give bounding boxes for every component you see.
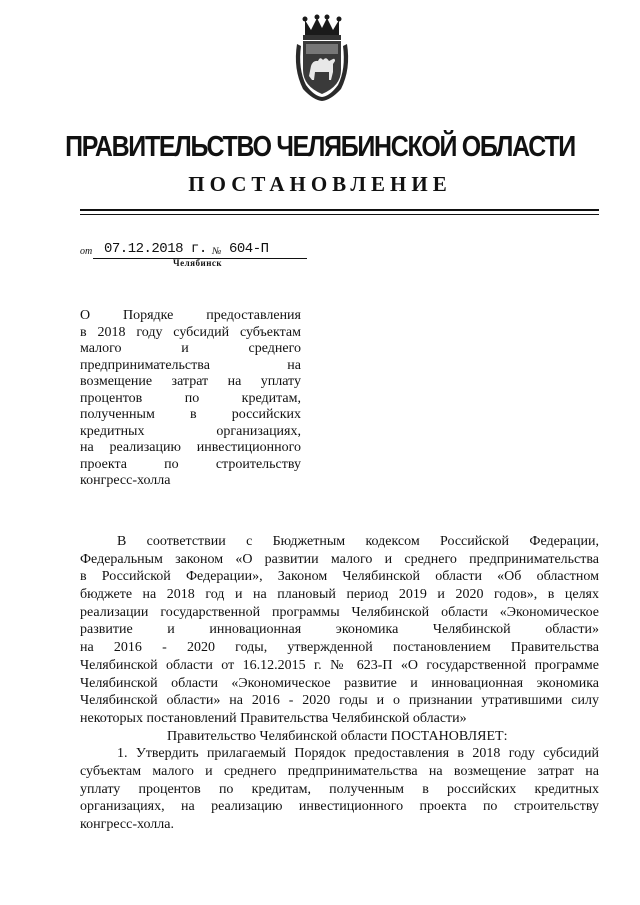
coat-of-arms-icon [291,14,353,102]
subject-line: процентов по кредитам, [80,390,301,406]
header-divider-thick [80,209,599,211]
subject-line: в 2018 году субсидий субъектам [80,324,301,340]
body-line: бюджете на 2018 год и на плановый период 2019 и 2020 годов», в целях [80,587,599,603]
body-line: конгресс-холла. [80,817,174,832]
subject-line: полученным в российских [80,407,301,422]
organization-title: ПРАВИТЕЛЬСТВО ЧЕЛЯБИНСКОЙ ОБЛАСТИ [65,131,575,163]
subject-line: кредитных организациях, [80,423,301,439]
subject-line: конгресс-холла [80,473,171,488]
body-line: 1. Утвердить прилагаемый Порядок предоставления в 2018 году субсидий [117,746,599,762]
body-line: развитие и инновационная экономика Челябинской области» [80,622,599,638]
body-line: Челябинской области» на 2016 - 2020 годы и о признании утратившими силу [80,693,599,709]
date-label: от [80,246,93,257]
number-value: 604-П [229,241,269,257]
body-line: в Российской Федерации», Законом Челябинской области «Об областном [80,569,599,585]
resolution-line: Правительство Челябинской области ПОСТАНОВЛЯЕТ: [167,728,508,744]
subject-line: предпринимательства на [80,357,301,373]
body-line: субъектам малого и среднего предпринимательства на возмещение затрат на [80,763,599,779]
header-divider-thin [80,214,599,215]
document-type: ПОСТАНОВЛЕНИЕ [188,172,452,196]
body-line: некоторых постановлений Правительства Челябинской области» [80,710,467,726]
body-line: организациях, на реализацию инвестиционного проекта по строительству [80,799,599,815]
body-line: реализации государственной программы Челябинской области «Экономическое [80,604,599,620]
subject-line: возмещение затрат на уплату [80,374,301,389]
city-label: Челябинск [173,258,223,268]
body-line: Челябинской области от 16.12.2015 г. № 623-П «О государственной программе [80,657,599,673]
subject-line: О Порядке предоставления [80,308,301,323]
date-value: 07.12.2018 г. [104,241,207,257]
document-subject [80,308,301,490]
body-line: В соответствии с Бюджетным кодексом Российской Федерации, [117,534,599,549]
subject-line: на реализацию инвестиционного [80,440,301,455]
body-line: на 2016 - 2020 годы, утвержденной постановлением Правительства [80,640,599,656]
body-line: Федеральным законом «О развитии малого и среднего предпринимательства [80,551,599,567]
subject-line: проекта по строительству [80,456,301,472]
body-line: уплату процентов по кредитам, полученным в российских кредитных [80,781,599,797]
subject-line: малого и среднего [80,341,301,356]
document-body [80,533,599,834]
number-label: № [212,246,222,257]
body-line: Челябинской области «Экономическое развитие и инновационная экономика [80,675,599,691]
